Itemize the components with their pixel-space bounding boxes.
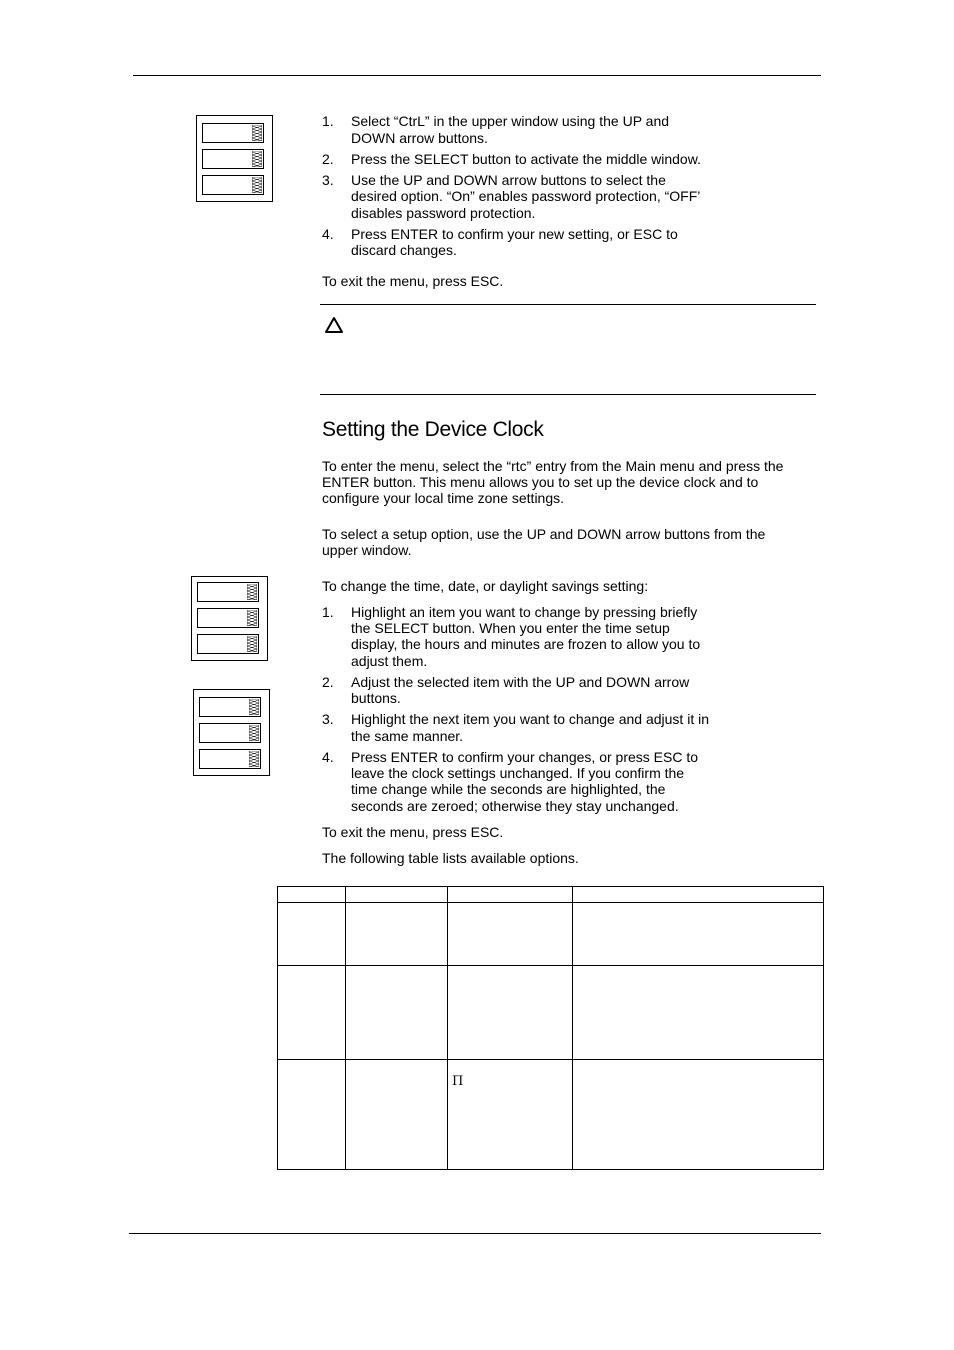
lcd-upper-window [199, 697, 261, 717]
step-number: 2. [322, 151, 334, 167]
section-paragraph-line: configure your local time zone settings. [322, 490, 565, 506]
table-cell [346, 903, 448, 966]
lcd-display-illustration [191, 576, 268, 661]
step-line: discard changes. [351, 242, 457, 258]
table-intro: The following table lists available options. [322, 850, 579, 866]
options-table [277, 886, 824, 1170]
step-line: time change while the seconds are highlighted, the [351, 781, 666, 797]
table-row [278, 966, 824, 1060]
exit-instruction: To exit the menu, press ESC. [322, 273, 504, 289]
step-number: 4. [322, 749, 334, 765]
note-top-rule [320, 304, 816, 305]
step-number: 1. [322, 113, 334, 129]
lcd-middle-window [202, 149, 264, 169]
step-line: the SELECT button. When you enter the time setup [351, 620, 670, 636]
lcd-upper-window [202, 123, 264, 143]
section-paragraph-line: ENTER button. This menu allows you to set up the device clock and to [322, 474, 759, 490]
exit-instruction: To exit the menu, press ESC. [322, 824, 504, 840]
table-header-cell [448, 887, 573, 903]
footer-rule [129, 1233, 821, 1234]
table-cell [573, 966, 824, 1060]
table-cell [448, 903, 573, 966]
step-line: Highlight an item you want to change by pressing briefly [351, 604, 698, 620]
step-number: 4. [322, 226, 334, 242]
table-header-cell [278, 887, 346, 903]
step-line: disables password protection. [351, 205, 536, 221]
step-line: seconds are zeroed; otherwise they stay unchanged. [351, 798, 679, 814]
table-cell [278, 966, 346, 1060]
step-number: 3. [322, 172, 334, 188]
table-cell [573, 1060, 824, 1170]
step-line: Use the UP and DOWN arrow buttons to select the [351, 172, 666, 188]
lcd-middle-window [199, 723, 261, 743]
table-cell [278, 903, 346, 966]
step-line: desired option. “On” enables password protection, “OFF’ [351, 188, 701, 204]
step-line: leave the clock settings unchanged. If you confirm the [351, 765, 685, 781]
table-cell [278, 1060, 346, 1170]
table-cell [448, 966, 573, 1060]
table-row [278, 903, 824, 966]
step-line: Press the SELECT button to activate the middle window. [351, 151, 701, 167]
step-line: adjust them. [351, 653, 428, 669]
lcd-upper-window [197, 582, 259, 602]
table-header-cell [573, 887, 824, 903]
step-line: the same manner. [351, 728, 464, 744]
lcd-middle-window [197, 608, 259, 628]
lcd-lower-window [202, 175, 264, 195]
lcd-lower-window [199, 749, 261, 769]
table-header-row [278, 887, 824, 903]
step-number: 3. [322, 711, 334, 727]
table-cell [346, 1060, 448, 1170]
caution-triangle-icon [324, 316, 344, 334]
step-number: 1. [322, 604, 334, 620]
table-header-cell [346, 887, 448, 903]
section-paragraph-line: To select a setup option, use the UP and DOWN arrow buttons from the [322, 526, 766, 542]
table-row [278, 1060, 824, 1170]
section-title: Setting the Device Clock [322, 418, 544, 441]
step-line: Adjust the selected item with the UP and DOWN arrow [351, 674, 690, 690]
section-paragraph-line: upper window. [322, 542, 412, 558]
note-bottom-rule [320, 394, 816, 395]
step-line: display, the hours and minutes are frozen to allow you to [351, 636, 701, 652]
table-cell [573, 903, 824, 966]
section-paragraph-line: To enter the menu, select the “rtc” entry from the Main menu and press the [322, 458, 784, 474]
step-line: Press ENTER to confirm your changes, or press ESC to [351, 749, 699, 765]
step-line: Highlight the next item you want to change and adjust it in [351, 711, 709, 727]
table-cell [346, 966, 448, 1060]
step-line: buttons. [351, 690, 401, 706]
step-number: 2. [322, 674, 334, 690]
lcd-display-illustration [196, 115, 273, 202]
step-line: Press ENTER to confirm your new setting, or ESC to [351, 226, 678, 242]
clock-intro: To change the time, date, or daylight savings setting: [322, 578, 649, 594]
lcd-lower-window [197, 634, 259, 654]
table-cell [448, 1060, 573, 1170]
table-glyph: Π [452, 1074, 464, 1089]
step-line: Select “CtrL” in the upper window using the UP and [351, 113, 670, 129]
lcd-display-illustration [193, 689, 270, 776]
step-line: DOWN arrow buttons. [351, 130, 488, 146]
header-rule [133, 75, 821, 76]
